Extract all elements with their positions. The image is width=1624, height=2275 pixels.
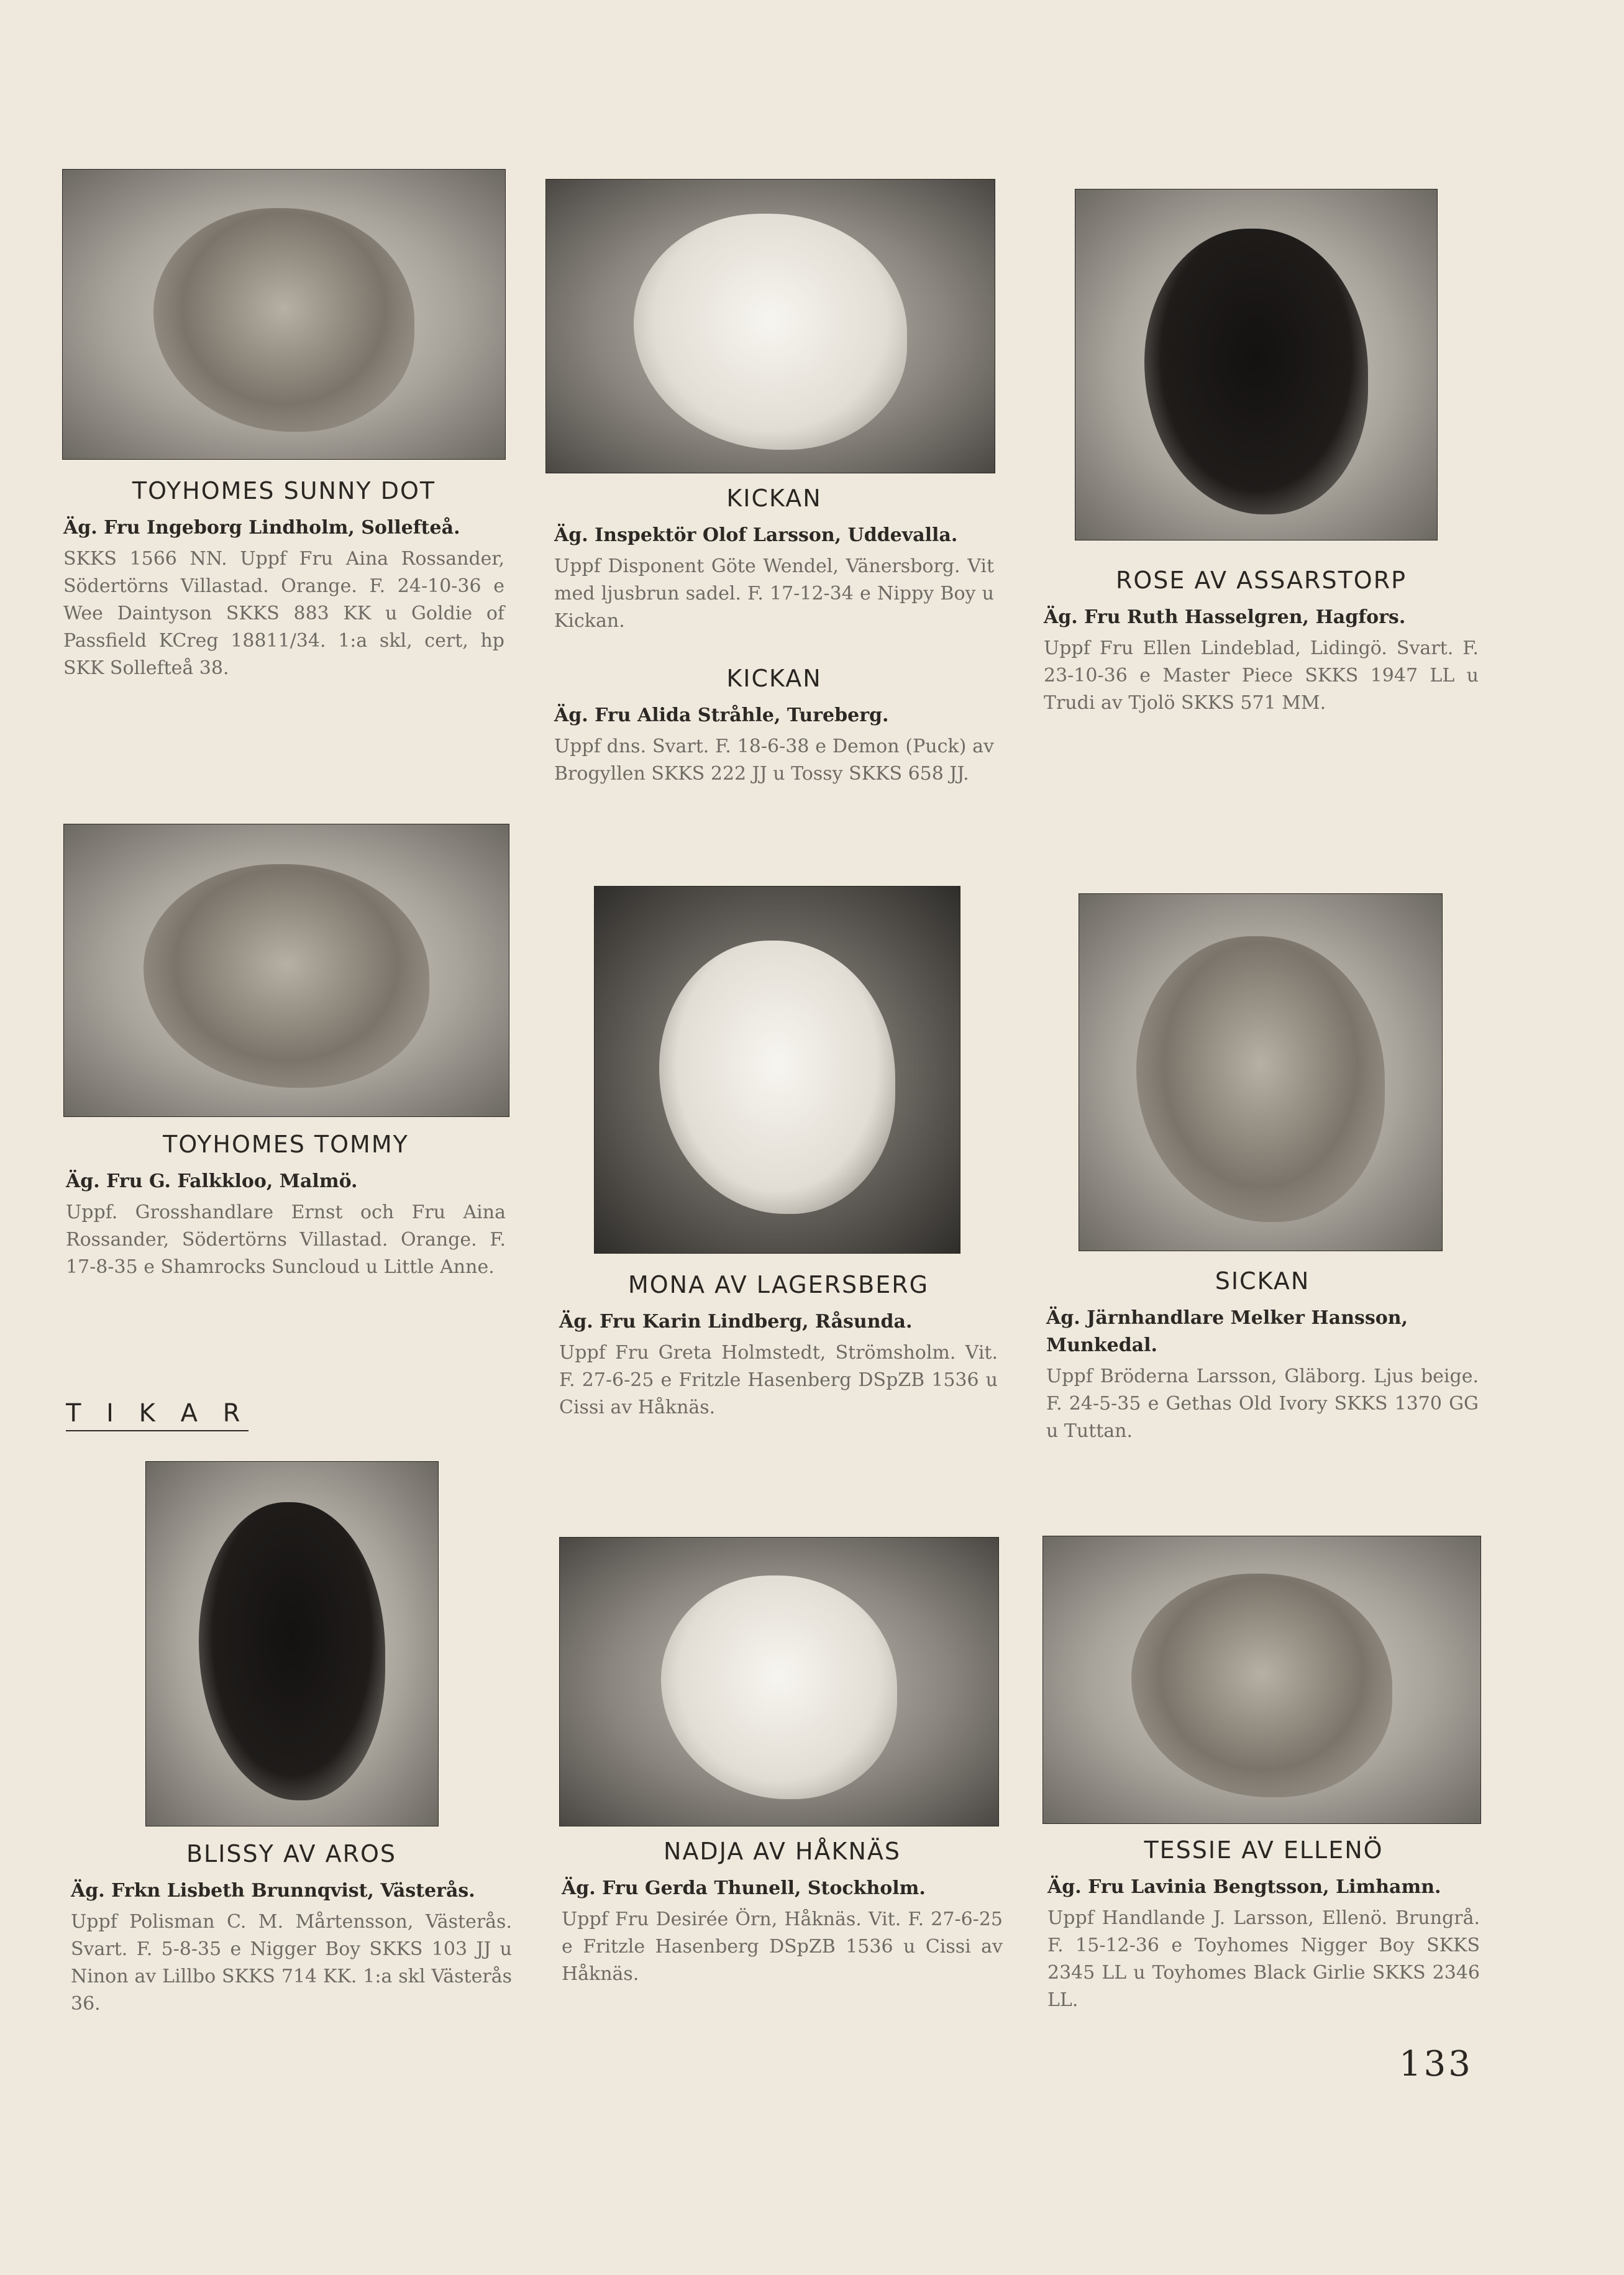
dog-figure xyxy=(661,1575,897,1799)
dog-figure xyxy=(1136,936,1385,1222)
dog-name: TESSIE AV ELLENÖ xyxy=(1144,1836,1384,1864)
dog-figure xyxy=(153,208,414,432)
owner: Äg. Fru Ruth Hasselgren, Hagfors. xyxy=(1044,606,1406,628)
photo-toyhomes-sunny-dot xyxy=(62,169,506,460)
description: Uppf Bröderna Larsson, Gläborg. Ljus beige. F. 24-5-35 e Gethas Old Ivory SKKS 1370 GG u Tuttan. xyxy=(1046,1365,1479,1442)
dog-name: BLISSY AV AROS xyxy=(186,1840,397,1867)
dog-figure xyxy=(1144,229,1368,514)
dog-name: KICKAN xyxy=(726,485,822,512)
dog-name: MONA AV LAGERSBERG xyxy=(627,1271,929,1298)
entry-sickan xyxy=(1046,1267,1479,1445)
page-number: 133 xyxy=(1399,2044,1473,2084)
owner: Äg. Fru Ingeborg Lindholm, Sollefteå. xyxy=(63,517,460,539)
entry-mona-av-lagersberg xyxy=(559,1271,998,1421)
owner: Äg. Fru Lavinia Bengtsson, Limhamn. xyxy=(1047,1876,1441,1898)
description: Uppf dns. Svart. F. 18-6-38 e Demon (Puck) av Brogyllen SKKS 222 JJ u Tossy SKKS 658 JJ. xyxy=(554,736,994,785)
dog-name: NADJA AV HÅKNÄS xyxy=(664,1838,901,1865)
owner: Äg. Inspektör Olof Larsson, Uddevalla. xyxy=(554,524,958,546)
owner: Äg. Fru Alida Stråhle, Tureberg. xyxy=(554,704,889,726)
section-heading: T I K A R xyxy=(66,1399,249,1431)
dog-figure xyxy=(634,214,907,450)
dog-name: SICKAN xyxy=(1215,1267,1310,1295)
description: Uppf. Grosshandlare Ernst och Fru Aina Rossander, Södertörns Villastad. Orange. F. 17-8-35 e Shamrocks Suncloud u Little Anne. xyxy=(66,1201,506,1278)
description: Uppf Fru Desirée Örn, Håknäs. Vit. F. 27-6-25 e Fritzle Hasenberg DSpZB 1536 u Cissi av Håknäs. xyxy=(562,1908,1003,1985)
description: Uppf Polisman C. M. Mårtensson, Västerås. Svart. F. 5-8-35 e Nigger Boy SKKS 103 JJ u Ninon av Lillbo SKKS 714 KK. 1:a skl Västerås 36. xyxy=(71,1911,512,2015)
dog-figure xyxy=(199,1502,385,1800)
photo-tessie-av-elleno xyxy=(1042,1536,1481,1824)
photo-toyhomes-tommy xyxy=(63,824,509,1117)
description: Uppf Fru Greta Holmstedt, Strömsholm. Vit. F. 27-6-25 e Fritzle Hasenberg DSpZB 1536 u Cissi av Håknäs. xyxy=(559,1342,998,1418)
entry-kickan-1 xyxy=(554,485,994,635)
description: Uppf Handlande J. Larsson, Ellenö. Brungrå. F. 15-12-36 e Toyhomes Nigger Boy SKKS 2345 LL u Toyhomes Black Girlie SKKS 2346 LL. xyxy=(1047,1907,1480,2011)
description: Uppf Fru Ellen Lindeblad, Lidingö. Svart. F. 23-10-36 e Master Piece SKKS 1947 LL u Trudi av Tjolö SKKS 571 MM. xyxy=(1044,637,1479,714)
owner: Äg. Fru Karin Lindberg, Råsunda. xyxy=(559,1311,913,1333)
entry-toyhomes-tommy xyxy=(66,1131,506,1281)
photo-sickan xyxy=(1079,893,1443,1251)
entry-rose-av-assarstorp xyxy=(1044,567,1479,717)
dog-name: TOYHOMES TOMMY xyxy=(163,1131,409,1158)
owner: Äg. Frkn Lisbeth Brunnqvist, Västerås. xyxy=(71,1880,475,1902)
photo-rose-av-assarstorp xyxy=(1075,189,1438,540)
dog-name: ROSE AV ASSARSTORP xyxy=(1115,567,1407,594)
entry-tessie-av-elleno xyxy=(1047,1836,1480,2014)
owner: Äg. Järnhandlare Melker Hansson, Munkedal. xyxy=(1046,1307,1408,1356)
entry-blissy-av-aros xyxy=(71,1840,512,2018)
description: Uppf Disponent Göte Wendel, Vänersborg. Vit med ljusbrun sadel. F. 17-12-34 e Nippy Boy u Kickan. xyxy=(554,555,994,632)
photo-nadja-av-haknas xyxy=(559,1537,999,1826)
dog-figure xyxy=(659,941,895,1214)
description: SKKS 1566 NN. Uppf Fru Aina Rossander, Södertörns Villastad. Orange. F. 24-10-36 e Wee Daintyson SKKS 883 KK u Goldie of Passfield KCreg 18811/34. 1:a skl, cert, hp SKK Sollefteå 38. xyxy=(63,548,504,679)
photo-mona-av-lagersberg xyxy=(594,886,960,1254)
photo-blissy-av-aros xyxy=(145,1461,439,1826)
owner: Äg. Fru Gerda Thunell, Stockholm. xyxy=(562,1877,926,1899)
entry-nadja-av-haknas xyxy=(562,1838,1003,1988)
entry-kickan-2 xyxy=(554,665,994,788)
entry-toyhomes-sunny-dot xyxy=(63,477,504,682)
dog-figure xyxy=(1131,1574,1392,1797)
dog-name: KICKAN xyxy=(726,665,822,692)
dog-figure xyxy=(144,864,429,1088)
dog-name: TOYHOMES SUNNY DOT xyxy=(132,477,436,504)
photo-kickan-1 xyxy=(545,179,995,473)
owner: Äg. Fru G. Falkkloo, Malmö. xyxy=(66,1170,358,1192)
